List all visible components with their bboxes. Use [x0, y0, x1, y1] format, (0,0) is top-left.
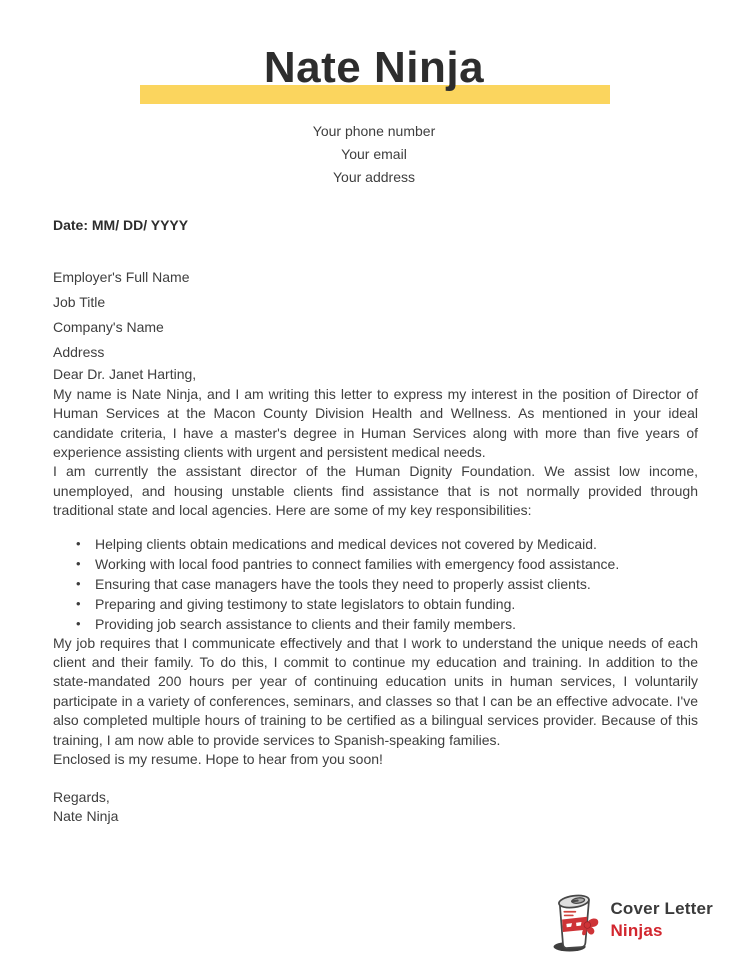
- enclosure-line: Enclosed is my resume. Hope to hear from you soon!: [53, 751, 383, 768]
- list-item: • Providing job search assistance to clients and their family members.: [95, 614, 698, 634]
- ninja-scroll-icon: [542, 887, 602, 953]
- letter-body: [0, 189, 748, 826]
- paragraph-qualifications: My job requires that I communicate effectively and that I work to understand the unique needs of each client and their family. To do this, I commit to continue my education and training. In addition to the state-mandated 200 hours per year of continuing education units in human services, I voluntarily participate in a variety of conferences, seminars, and classes so that I can be an effective advocate. I've also completed multiple hours of training to be certified as a bilingual services provider. Because of this training, I am now able to provide services to Spanish-speaking families.: [53, 634, 698, 748]
- contact-address-placeholder: Your address: [333, 169, 415, 185]
- contact-email-placeholder: Your email: [341, 146, 407, 162]
- signoff-regards: Regards,: [53, 788, 110, 805]
- contact-phone-placeholder: Your phone number: [312, 123, 436, 139]
- paragraph-intro: My name is Nate Ninja, and I am writing this letter to express my interest in the position of Director of Human Services at the Macon County Division Health and Wellness. As mentioned in your ideal candidate criteria, I have a master's degree in Human Services along with more than five years of experience assisting clients with urgent and persistent medical needs.: [53, 385, 698, 461]
- date-line: Date: MM/ DD/ YYYY: [53, 217, 189, 233]
- list-item: • Ensuring that case managers have the tools they need to properly assist clients.: [95, 574, 698, 594]
- list-item: • Preparing and giving testimony to state legislators to obtain funding.: [95, 594, 698, 614]
- salutation: Dear Dr. Janet Harting,: [53, 366, 197, 383]
- recipient-job-title: Job Title: [53, 294, 106, 311]
- recipient-company-name: Company's Name: [53, 319, 164, 336]
- recipient-employer-name: Employer's Full Name: [53, 269, 190, 286]
- brand-wordmark: [610, 898, 713, 942]
- brand-line-ninjas: Ninjas: [610, 921, 663, 940]
- responsibilities-list: [53, 534, 698, 634]
- signoff-signature: Nate Ninja: [53, 807, 119, 824]
- paragraph-current-role: I am currently the assistant director of the Human Dignity Foundation. We assist low income, unemployed, and housing unstable clients find assistance that is not normally provided through traditional state and local agencies. Here are some of my key responsibilities:: [53, 463, 698, 519]
- recipient-block: [53, 265, 698, 365]
- signoff-block: [53, 788, 698, 827]
- contact-block: [0, 120, 748, 189]
- letter-header: [0, 0, 748, 189]
- recipient-address: Address: [53, 344, 105, 361]
- page-title: Nate Ninja: [263, 43, 485, 92]
- list-item: • Working with local food pantries to connect families with emergency food assistance.: [95, 554, 698, 574]
- brand-line-cover-letter: Cover Letter: [610, 899, 713, 918]
- list-item: • Helping clients obtain medications and medical devices not covered by Medicaid.: [95, 534, 698, 554]
- cover-letter-ninjas-logo: [542, 887, 713, 953]
